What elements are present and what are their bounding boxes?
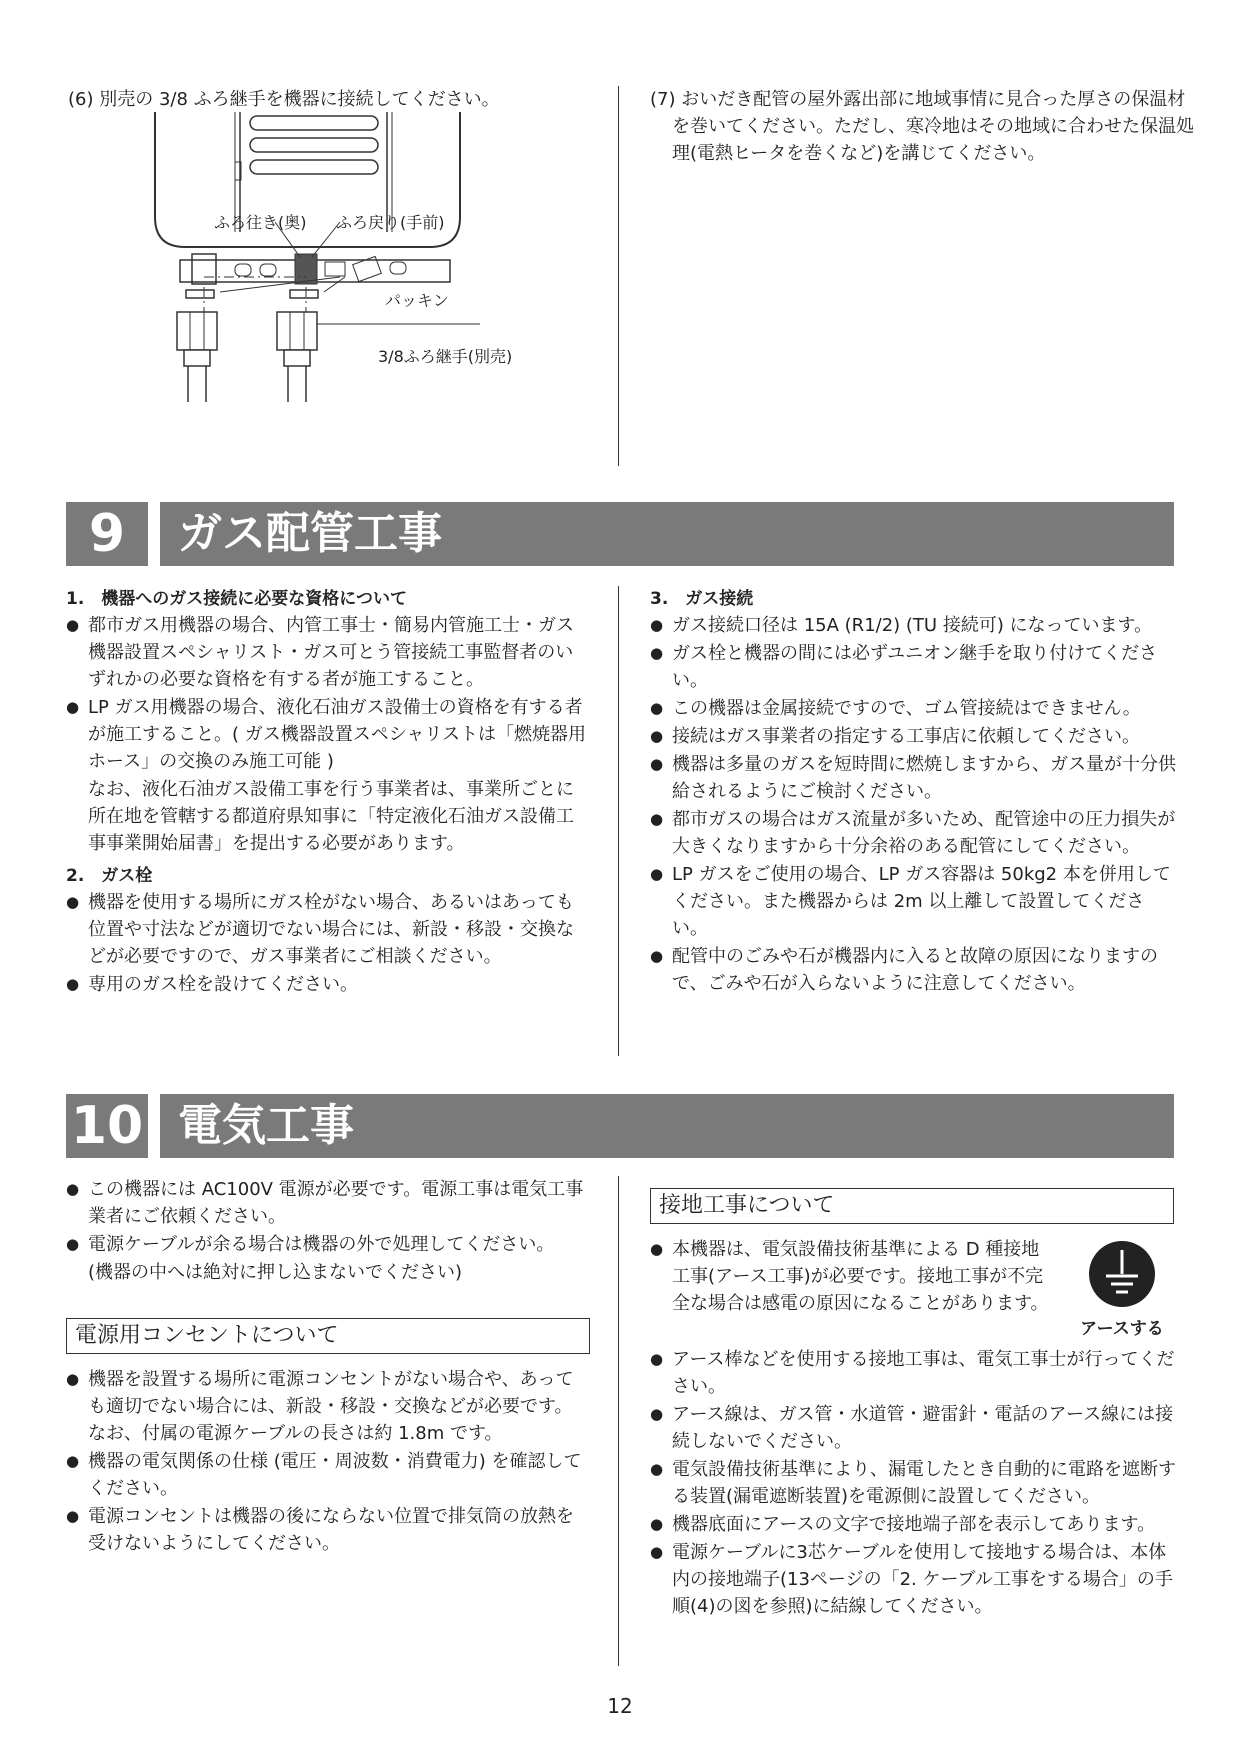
list-item: ● 接続はガス事業者の指定する工事店に依頼してください。 (650, 723, 1178, 750)
page-number: 12 (607, 1694, 633, 1718)
section9-number: 9 (66, 502, 148, 566)
list-item: ● 機器を設置する場所に電源コンセントがない場合や、あっても適切でない場合には、新設・移設・交換などが必要です。なお、付属の電源ケーブルの長さは約 1.8m です。 (66, 1366, 590, 1447)
section10-header (66, 1094, 1174, 1158)
section9-right-column (650, 586, 1178, 998)
label-bath-go: ふろ往き(奥) (214, 213, 307, 232)
list-item: ● アース線は、ガス管・水道管・避雷針・電話のアース線には接続しないでください。 (650, 1401, 1178, 1455)
ground-list-wrap (650, 1346, 1178, 1621)
list-item: ● 電源ケーブルに3芯ケーブルを使用して接地する場合は、本体内の接地端子(13ページの「2. ケーブル工事をする場合」の手順(4)の図を参照)に結線してください。 (650, 1539, 1178, 1620)
list-item: ● 電源ケーブルが余る場合は機器の外で処理してください。 (66, 1231, 590, 1258)
ground-list (650, 1346, 1178, 1620)
label-packing: パッキン (385, 291, 449, 310)
sub3-list (650, 612, 1178, 997)
ground-heading: 接地工事について (650, 1188, 1174, 1224)
sub1-heading: 1. 機器へのガス接続に必要な資格について (66, 589, 407, 609)
list-item: ● 配管中のごみや石が機器内に入ると故障の原因になりますので、ごみや石が入らないように注意してください。 (650, 943, 1178, 997)
ground-icon (1088, 1240, 1156, 1308)
outlet-list-wrap (66, 1366, 590, 1558)
list-item: ● ガス接続口径は 15A (R1/2) (TU 接続可) になっています。 (650, 612, 1178, 639)
bath-fitting-diagram (140, 112, 560, 462)
list-item: ● 都市ガスの場合はガス流量が多いため、配管途中の圧力損失が大きくなりますから十分余裕のある配管にしてください。 (650, 806, 1178, 860)
list-item: ● 電源コンセントは機器の後にならない位置で排気筒の放熱を受けないようにしてください。 (66, 1503, 590, 1557)
list-item: ● アース棒などを使用する接地工事は、電気工事士が行ってください。 (650, 1346, 1178, 1400)
section10-title: 電気工事 (160, 1094, 1174, 1158)
list-item: ● 機器底面にアースの文字で接地端子部を表示してあります。 (650, 1511, 1178, 1538)
sub1-list (66, 612, 590, 775)
section9-column-divider (618, 586, 619, 1056)
list-item: ● この機器は金属接続ですので、ゴム管接続はできません。 (650, 695, 1178, 722)
list-item: ● ガス栓と機器の間には必ずユニオン継手を取り付けてください。 (650, 640, 1178, 694)
list-item: ● 電気設備技術基準により、漏電したとき自動的に電路を遮断する装置(漏電遮断装置)を電源側に設置してください。 (650, 1456, 1178, 1510)
outlet-list (66, 1366, 590, 1557)
list-item: ● 機器を使用する場所にガス栓がない場合、あるいはあっても位置や寸法などが適切でない場合には、新設・移設・交換などが必要ですので、ガス事業者にご相談ください。 (66, 889, 590, 970)
list-item: ● 機器の電気関係の仕様 (電圧・周波数・消費電力) を確認してください。 (66, 1448, 590, 1502)
list-item: ● 専用のガス栓を設けてください。 (66, 971, 590, 998)
section10-number: 10 (66, 1094, 148, 1158)
step7-text: (7) おいだき配管の屋外露出部に地域事情に見合った厚さの保温材を巻いてください。ただし、寒冷地はその地域に合わせた保温処理(電熱ヒータを巻くなど)を講じてください。 (650, 89, 1194, 164)
list-item: ● 機器は多量のガスを短時間に燃焼しますから、ガス量が十分供給されるようにご検討ください。 (650, 751, 1178, 805)
sub2-heading: 2. ガス栓 (66, 866, 153, 886)
section9-left-column (66, 586, 590, 999)
ground-icon-label: アースする (1080, 1319, 1164, 1339)
step6-text: (6) 別売の 3/8 ふろ継手を機器に接続してください。 (68, 89, 500, 110)
list-item: ● この機器には AC100V 電源が必要です。電源工事は電気工事業者にご依頼ください。 (66, 1176, 590, 1230)
list-item: ● LP ガスをご使用の場合、LP ガス容器は 50kg2 本を併用してください。また機器からは 2m 以上離して設置してください。 (650, 861, 1178, 942)
label-bath-return: ふろ戻り(手前) (336, 213, 445, 232)
sub1-note: なお、液化石油ガス設備工事を行う事業者は、事業所ごとに所在地を管轄する都道府県知事に「特定液化石油ガス設備工事事業開始届書」を提出する必要があります。 (88, 779, 574, 854)
section10-left-column (66, 1176, 590, 1286)
top-column-divider (618, 86, 619, 466)
list-item: ● 本機器は、電気設備技術基準による D 種接地工事(アース工事)が必要です。接地工事が不完全な場合は感電の原因になることがあります。 (650, 1236, 1050, 1317)
sub3-heading: 3. ガス接続 (650, 589, 754, 609)
sub2-list (66, 889, 590, 998)
section10-column-divider (618, 1176, 619, 1666)
section10-list (66, 1176, 590, 1258)
section9-header (66, 502, 1174, 566)
outlet-heading: 電源用コンセントについて (66, 1318, 590, 1354)
section9-title: ガス配管工事 (160, 502, 1174, 566)
label-fitting: 3/8ふろ継手(別売) (378, 347, 513, 366)
list-item: ● LP ガス用機器の場合、液化石油ガス設備士の資格を有する者が施工すること。( ガス機器設置スペシャリストは「燃焼器用ホース」の交換のみ施工可能 ) (66, 694, 590, 775)
section10-note: (機器の中へは絶対に押し込まないでください) (88, 1262, 463, 1283)
ground-first-item-wrap (650, 1236, 1050, 1318)
list-item: ● 都市ガス用機器の場合、内管工事士・簡易内管施工士・ガス機器設置スペシャリスト・ガス可とう管接続工事監督者のいずれかの必要な資格を有する者が施工すること。 (66, 612, 590, 693)
